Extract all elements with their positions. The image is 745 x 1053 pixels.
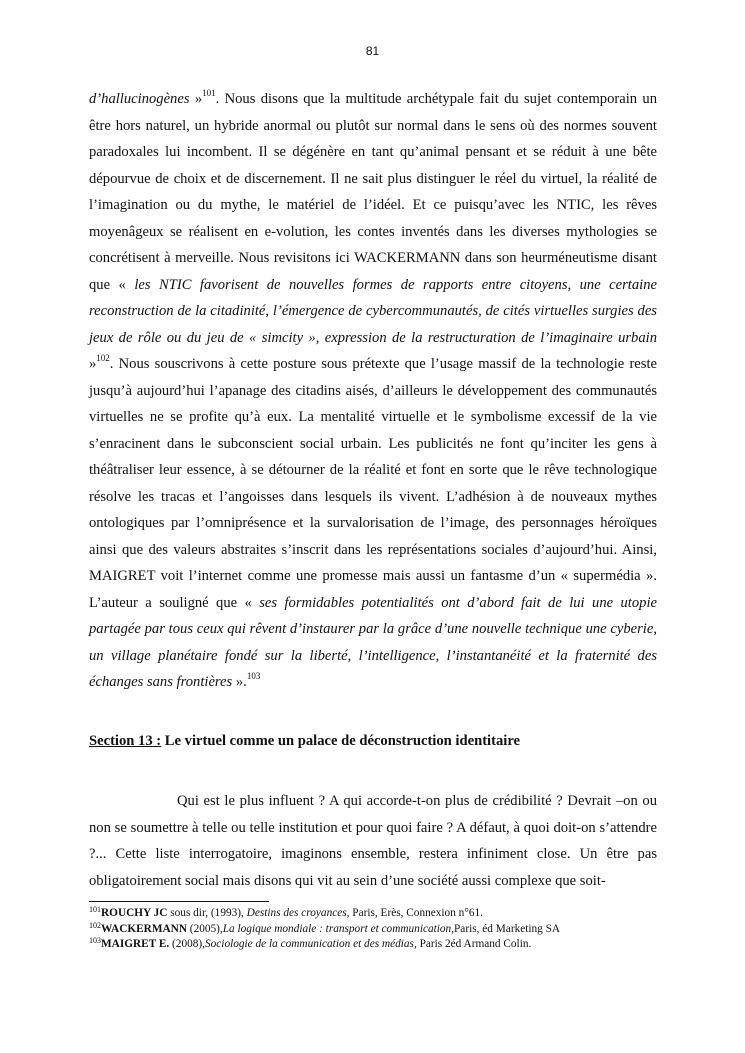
page-number: 81: [365, 44, 380, 58]
footnote-text: , Paris, Erès, Connexion n°61.: [346, 907, 483, 919]
footnote-title: La logique mondiale : transport et communication: [222, 922, 452, 935]
footnote-title: Sociologie de la communication et des médias: [205, 938, 414, 950]
footnote-ref-103[interactable]: 103: [246, 671, 261, 681]
para1-text: . Nous souscrivons à cette posture sous prétexte que l’usage massif de la technologie reste jusqu’à aujourd’hui l’apanage des citadins aisés, d’ailleurs le développement des communautés virtuelles ne se profite qu’à eux. La mentalité virtuelle et le symbolisme excessif de la vie s’enracinent dans le subconscient social urbain. Les publicités ne font qu’inciter les gens à théâtraliser leur essence, à se détourner de la réalité et font en sorte que le rêve technologique résolve les tracas et l’angoisses dans lesquels ils vivent. L’adhésion à de nouveaux mythes ontologiques par l’omniprésence et la survalorisation de l’image, des personnages héroïques ainsi que des valeurs abstraites s’inscrit dans les représentations sociales d’aujourd’hui. Ainsi, MAIGRET voit l’internet comme une promesse mais aussi un fantasme d’un « supermédia ». L’auteur a souligné que «: [89, 356, 657, 611]
para1-text: »: [89, 356, 97, 372]
quote-maigret: ses formidables potentialités ont d’abord fait de lui une utopie partagée par tous ceux qui rêvent d’instaurer par la grâce d’une nouvelle technique une cyberie, un village planétaire fondé sur la liberté, l’intelligence, l’instantanéité et la fraternité des échanges sans frontières: [89, 594, 657, 690]
footnote-text: , Paris 2éd Armand Colin.: [413, 938, 532, 950]
footnote-text: (2008),: [169, 938, 205, 950]
footnotes: [89, 906, 689, 953]
footnote-title: Destins des croyances: [246, 907, 347, 919]
para1-text: »: [189, 91, 203, 107]
footnote-number: 102: [89, 920, 101, 930]
body-paragraph-1: [89, 86, 657, 696]
section-title: Le virtuel comme un palace de déconstruction identitaire: [161, 733, 521, 749]
footnote-text: sous dir, (1993),: [167, 907, 247, 919]
footnote-102: [89, 922, 689, 938]
section-heading: [89, 733, 520, 750]
footnote-101: [89, 906, 689, 922]
footnote-author: MAIGRET E.: [101, 938, 170, 950]
footnote-ref-101[interactable]: 101: [202, 88, 216, 98]
footnote-ref-102[interactable]: 102: [96, 353, 110, 363]
quote-wackermann: les NTIC favorisent de nouvelles formes de rapports entre citoyens, une certaine reconstruction de la citadinité, l’émergence de cybercommunautés, de cités virtuelles surgies des jeux de rôle ou du jeu de « simcity », expression de la restructuration de l’imaginaire urbain: [89, 276, 657, 346]
section-label: Section 13 :: [89, 733, 162, 749]
footnote-text: ,Paris, éd Marketing SA: [451, 922, 561, 935]
para1-text: ».: [232, 674, 247, 690]
footnote-text: (2005),: [186, 922, 223, 935]
para1-italic-start: d’hallucinogènes: [89, 91, 190, 107]
body-paragraph-2: Qui est le plus influent ? A qui accorde-t-on plus de crédibilité ? Devrait –on ou non se soumettre à telle ou telle institution et pour quoi faire ? A défaut, à quoi doit-on s’attendre ?... Cette liste interrogatoire, imaginons ensemble, restera infiniment close. Un être pas obligatoirement social mais disons qui vit au sein d’une société aussi complexe que soit-: [89, 793, 657, 889]
footnote-number: 103: [89, 936, 101, 945]
footnote-103: [89, 937, 689, 953]
footnote-divider: [89, 901, 269, 902]
footnote-author: ROUCHY JC: [101, 907, 168, 919]
para1-text: . Nous disons que la multitude archétypale fait du sujet contemporain un être hors naturel, un hybride anormal ou plutôt sur normal dans le sens où des normes souvent paradoxales lui incombent. Il se dégénère en tant qu’animal pensant et se réduit à une bête dépourvue de choix et de discernement. Il ne sait plus distinguer le réel du virtuel, la réalité de l’imagination ou du mythe, le matériel de l’idéel. Et ce puisqu’avec les NTIC, les rêves moyenâgeux se réalisent en e-volution, les contes inventés dans les diverses mythologies se concrétisent à merveille. Nous revisitons ici WACKERMANN dans son heurméneutisme disant que «: [89, 91, 657, 293]
footnote-author: WACKERMANN: [101, 922, 187, 935]
footnote-number: 101: [89, 905, 101, 914]
